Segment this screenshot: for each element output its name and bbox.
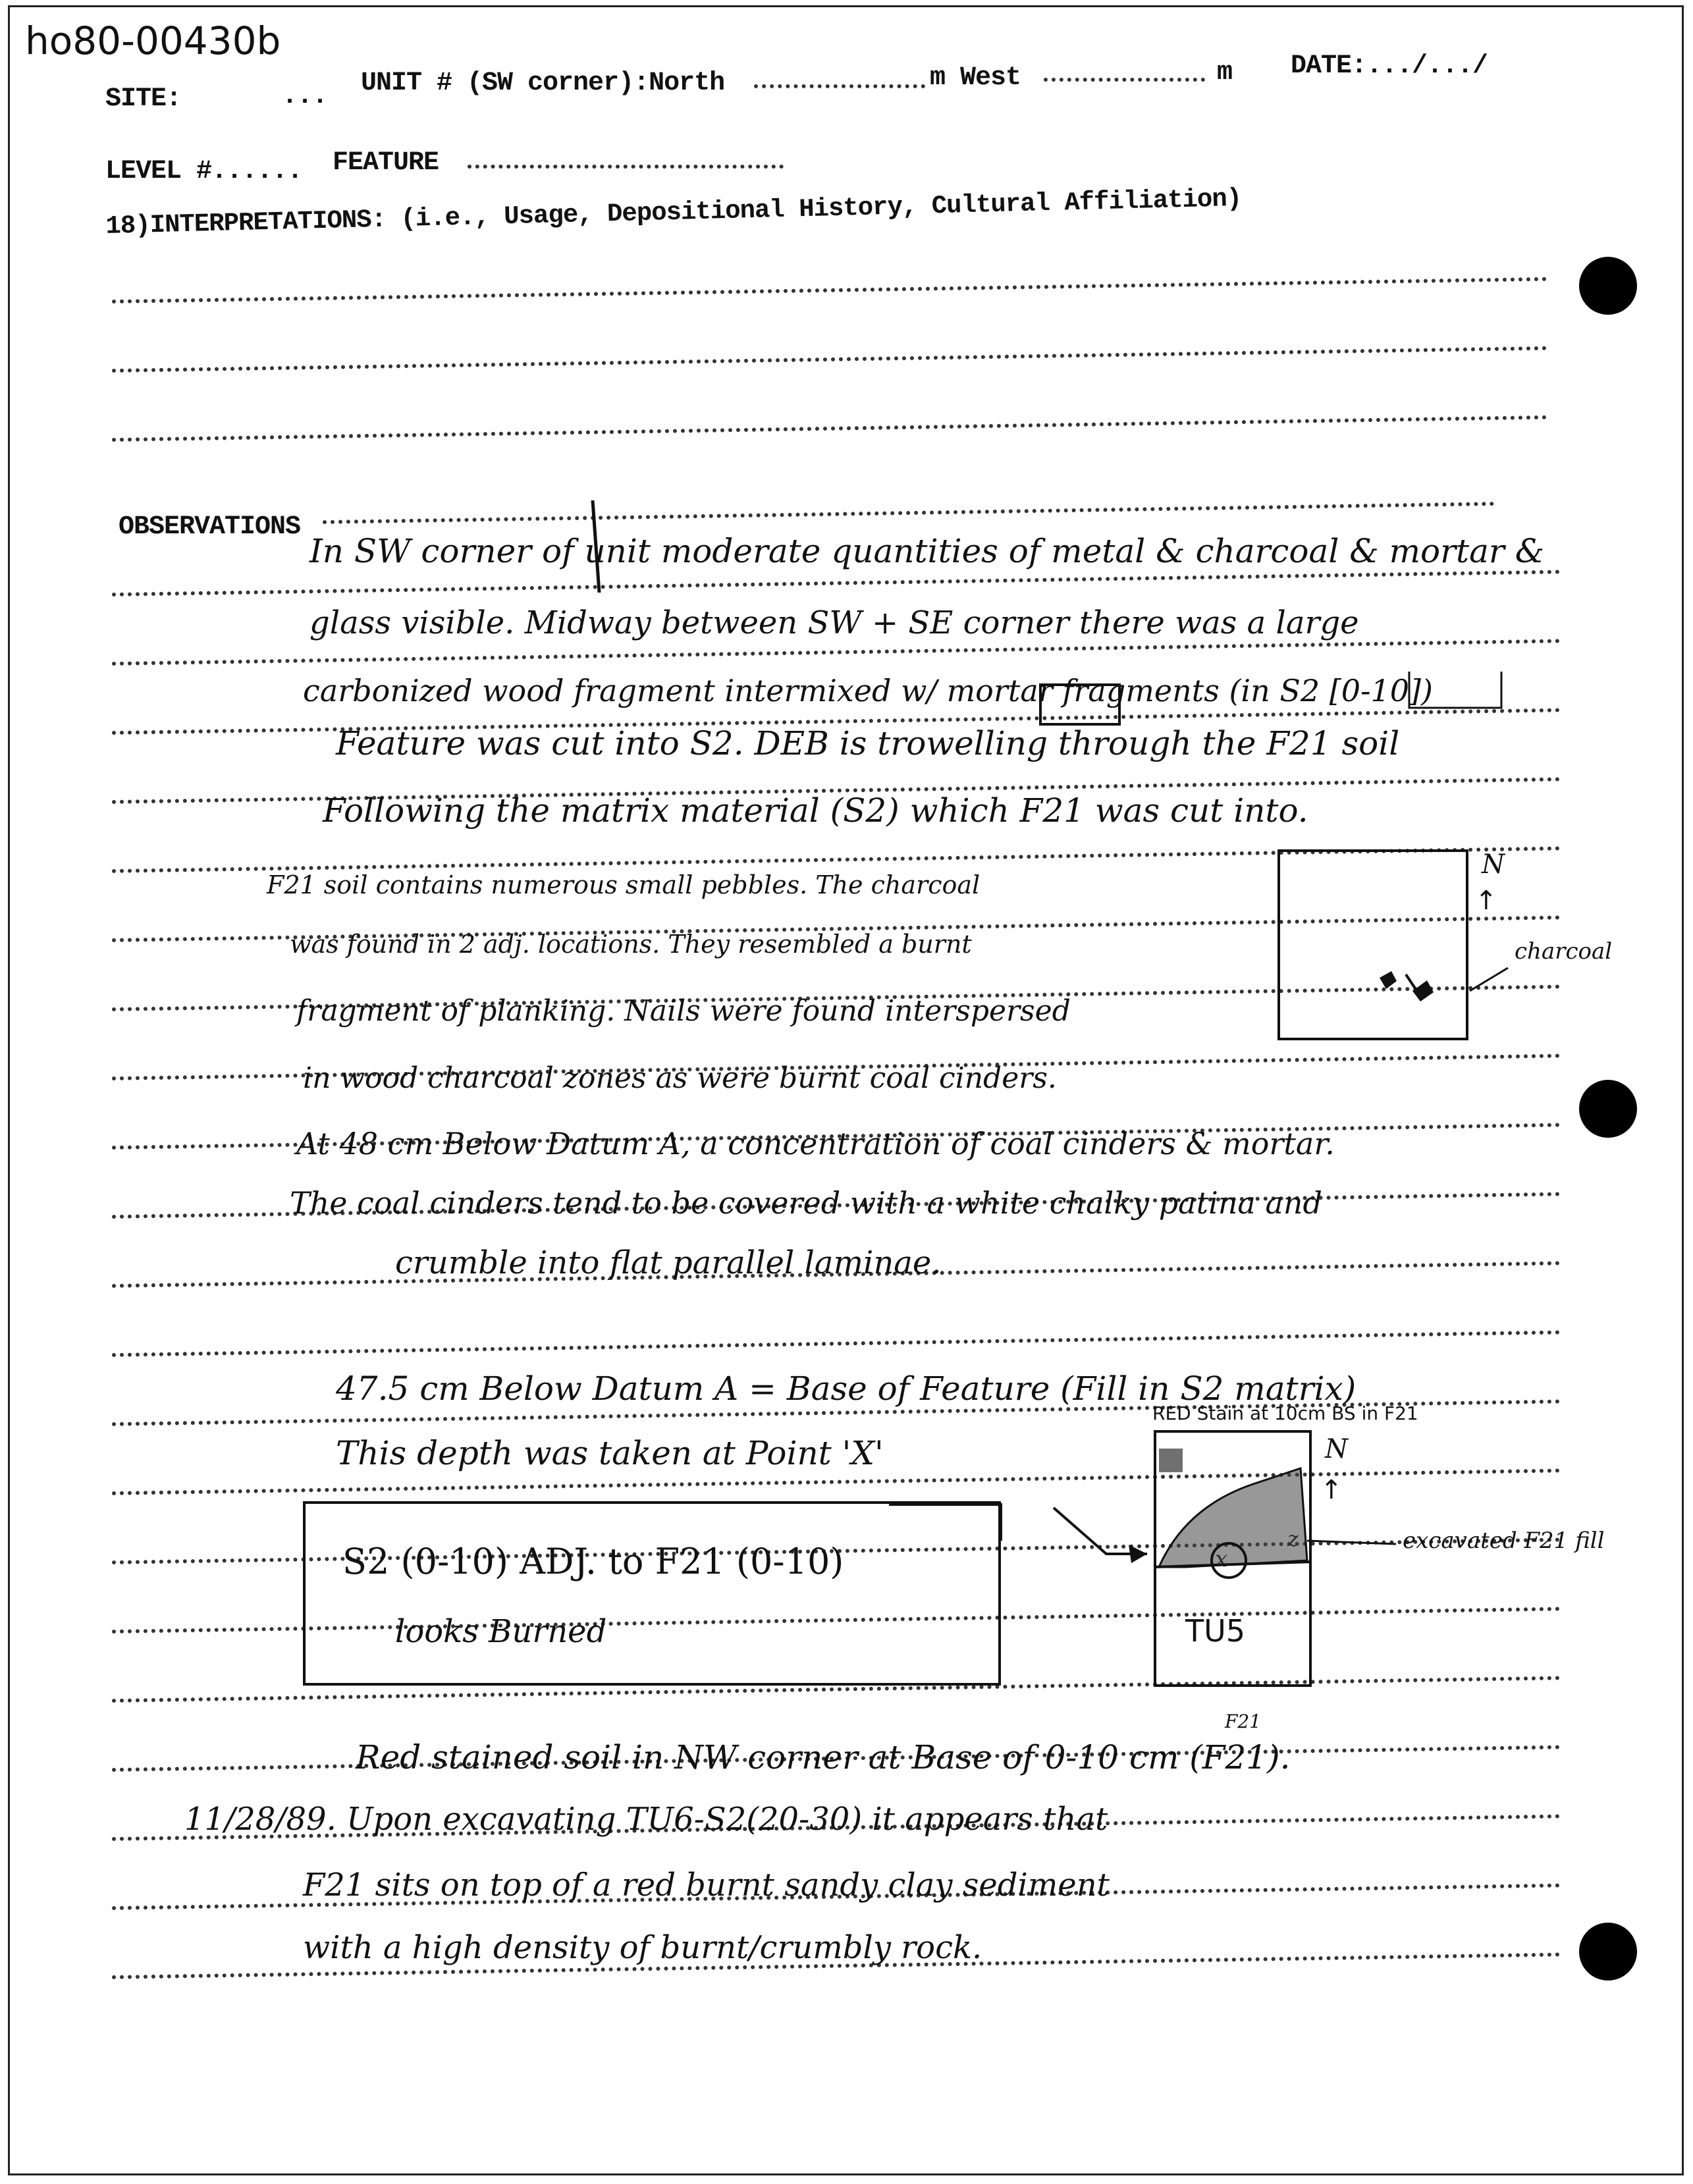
north-arrow-icon: ↑ (1475, 886, 1497, 916)
punch-hole (1579, 1923, 1637, 1981)
tu5-label: TU5 (1185, 1613, 1246, 1649)
feature-label: FEATURE (333, 148, 439, 178)
north-label: N (1482, 849, 1505, 880)
interpretations-label: 18)INTERPRETATIONS: (i.e., Usage, Depositional History, Cultural Affiliation) (105, 184, 1242, 241)
note-line: 11/28/89. Upon excavating TU6-S2(20-30) it appears that (184, 1801, 1108, 1838)
note-line: crumble into flat parallel laminae. (395, 1244, 942, 1281)
note-line: F21 soil contains numerous small pebbles. The charcoal (267, 870, 981, 899)
m-label: m (1217, 58, 1233, 88)
site-dots: ... (282, 82, 328, 111)
note-line: with a high density of burnt/crumbly rock. (303, 1929, 982, 1966)
punch-hole (1579, 1080, 1637, 1138)
boxed-note-line: looks Burned (395, 1613, 607, 1650)
note-line: 47.5 cm Below Datum A = Base of Feature (Fill in S2 matrix) (336, 1370, 1357, 1408)
note-line: At 48 cm Below Datum A, a concentration of coal cinders & mortar. (296, 1126, 1335, 1161)
note-line: F21 sits on top of a red burnt sandy clay sediment (303, 1867, 1110, 1904)
f21-superscript: F21 (1225, 1711, 1262, 1732)
note-line: Following the matrix material (S2) which F21 was cut into. (323, 791, 1308, 830)
site-label: SITE: (105, 84, 182, 114)
note-line: The coal cinders tend to be covered with a white chalky patina and (290, 1185, 1322, 1221)
excavated-fill-label: excavated F21 fill (1403, 1528, 1605, 1554)
north-arrow-icon: ↑ (1320, 1475, 1343, 1505)
boxed-note-line: S2 (0-10) ADJ. to F21 (0-10) (342, 1541, 844, 1582)
level-label: LEVEL #...... (105, 157, 303, 186)
red-stain-note: RED Stain at 10cm BS in F21 (1152, 1402, 1418, 1424)
note-line: In SW corner of unit moderate quantities of metal & charcoal & mortar & (309, 532, 1545, 570)
note-line: fragment of planking. Nails were found interspersed (296, 994, 1071, 1028)
observations-label: OBSERVATIONS (119, 512, 301, 542)
date-label: DATE:.../.../ (1291, 51, 1488, 81)
m-west-label: m West (930, 63, 1021, 93)
note-line: in wood charcoal zones as were burnt coal cinders. (303, 1061, 1057, 1095)
note-line: was found in 2 adj. locations. They resembled a burnt (290, 930, 972, 959)
note-line: This depth was taken at Point 'X' (336, 1434, 884, 1472)
note-line: Red stained soil in NW corner at Base of 0-10 cm (F21). (356, 1738, 1291, 1776)
note-line: Feature was cut into S2. DEB is trowelling through the F21 soil (336, 724, 1400, 762)
note-line: glass visible. Midway between SW + SE corner there was a large (309, 604, 1359, 641)
note-line: carbonized wood fragment intermixed w/ mortar fragments (in S2 [0-10]) (303, 673, 1433, 708)
unit-label: UNIT # (SW corner):North (361, 68, 725, 98)
punch-hole (1579, 257, 1637, 315)
north-label: N (1325, 1434, 1348, 1464)
charcoal-label: charcoal (1515, 938, 1613, 965)
document-id: ho80-00430b (25, 18, 281, 63)
